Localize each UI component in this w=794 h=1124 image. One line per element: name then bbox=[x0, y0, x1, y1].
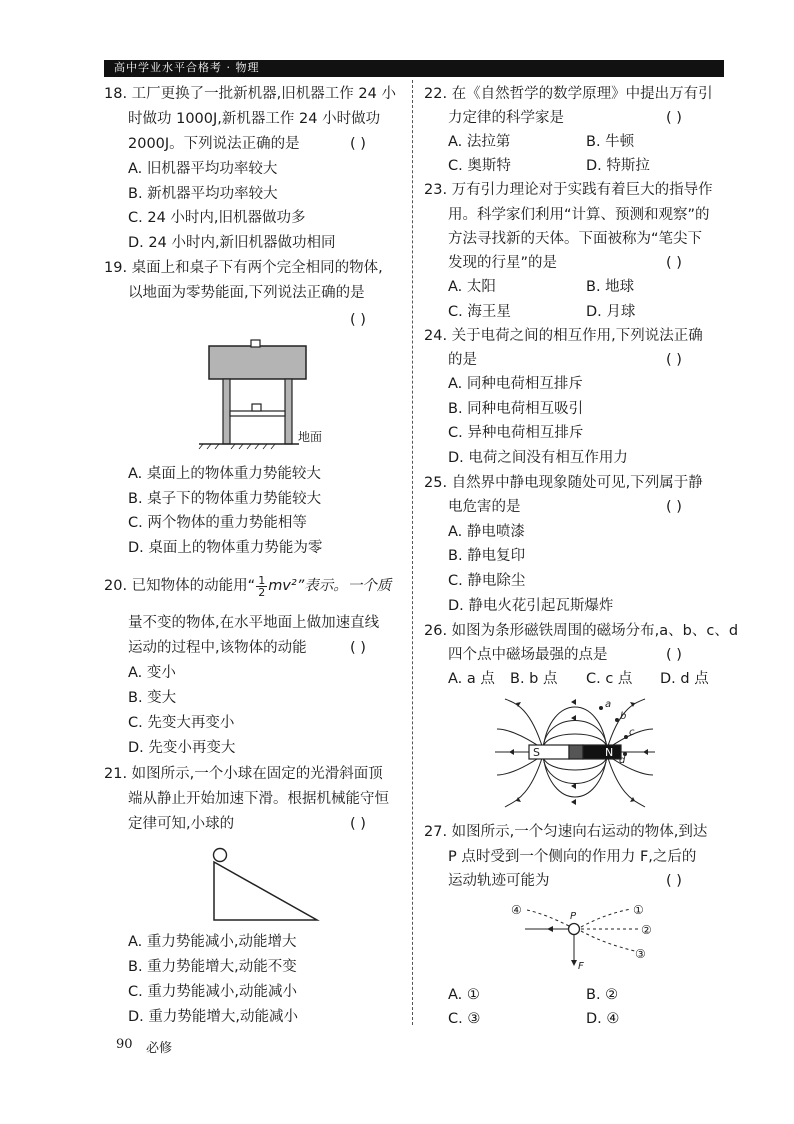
q22-line-1: 22. 在《自然哲学的数学原理》中提出万有引 bbox=[424, 86, 713, 102]
q20-option-d: D. 先变小再变大 bbox=[128, 740, 236, 756]
q21-option-c: C. 重力势能减小,动能减小 bbox=[128, 984, 297, 1000]
q25-option-d: D. 静电火花引起瓦斯爆炸 bbox=[448, 598, 614, 614]
q27-label-2: ② bbox=[641, 923, 652, 937]
q19-option-a: A. 桌面上的物体重力势能较大 bbox=[128, 466, 321, 482]
q24-line-2: 的是 bbox=[448, 352, 477, 368]
q23-option-c: C. 海王星 bbox=[448, 304, 511, 320]
q18-option-d: D. 24 小时内,新旧机器做功相同 bbox=[128, 235, 336, 251]
q19-option-d: D. 桌面上的物体重力势能为零 bbox=[128, 540, 323, 556]
q25-option-a: A. 静电喷漆 bbox=[448, 524, 525, 540]
q18-option-b: B. 新机器平均功率较大 bbox=[128, 186, 278, 202]
q19-line-1: 19. 桌面上和桌子下有两个完全相同的物体, bbox=[104, 260, 383, 276]
q23-answer-blank: ( ) bbox=[666, 255, 682, 271]
q21-option-a: A. 重力势能减小,动能增大 bbox=[128, 934, 297, 950]
q21-line-2: 端从静止开始加速下滑。根据机械能守恒 bbox=[128, 791, 389, 807]
q24-option-a: A. 同种电荷相互排斥 bbox=[448, 376, 583, 392]
footer-label: 必修 bbox=[146, 1041, 173, 1056]
q20-line-1-post: mv²”表示。一个质 bbox=[268, 578, 392, 594]
q26-label-s: S bbox=[533, 746, 540, 759]
q19-option-b: B. 桌子下的物体重力势能较大 bbox=[128, 491, 322, 507]
q20-fraction bbox=[256, 575, 267, 598]
q21-option-b: B. 重力势能增大,动能不变 bbox=[128, 959, 297, 975]
column-divider bbox=[412, 80, 413, 1025]
q22-option-d: D. 特斯拉 bbox=[586, 158, 650, 174]
q25-line-1: 25. 自然界中静电现象随处可见,下列属于静 bbox=[424, 475, 703, 491]
q26-option-d: D. d 点 bbox=[660, 671, 709, 687]
header-title: 高中学业水平合格考 · 物理 bbox=[114, 61, 260, 74]
q26-answer-blank: ( ) bbox=[666, 647, 682, 663]
q21-incline-figure bbox=[205, 844, 325, 926]
q20-line-1 bbox=[104, 574, 391, 599]
q19-answer-blank: ( ) bbox=[350, 312, 366, 328]
q20-fraction-numerator: 1 bbox=[258, 573, 266, 587]
q27-line-2: P 点时受到一个侧向的作用力 F,之后的 bbox=[448, 849, 697, 865]
q19-line-2: 以地面为零势能面,下列说法正确的是 bbox=[128, 285, 365, 301]
q24-option-b: B. 同种电荷相互吸引 bbox=[448, 401, 584, 417]
q25-answer-blank: ( ) bbox=[666, 499, 682, 515]
q21-answer-blank: ( ) bbox=[350, 816, 366, 832]
q27-answer-blank: ( ) bbox=[666, 873, 682, 889]
q20-line-2: 量不变的物体,在水平地面上做加速直线 bbox=[128, 615, 380, 631]
q25-option-c: C. 静电除尘 bbox=[448, 573, 526, 589]
q20-answer-blank: ( ) bbox=[350, 640, 366, 656]
q27-label-p: P bbox=[570, 911, 577, 922]
q23-line-3: 方法寻找新的天体。下面被称为“笔尖下 bbox=[448, 231, 703, 247]
q18-line-2: 时做功 1000J,新机器工作 24 小时做功 bbox=[128, 111, 381, 127]
q22-option-a: A. 法拉第 bbox=[448, 134, 511, 150]
q23-line-4: 发现的行星”的是 bbox=[448, 255, 558, 271]
q23-option-a: A. 太阳 bbox=[448, 279, 496, 295]
q27-label-4: ④ bbox=[511, 903, 522, 917]
q26-option-a: A. a 点 bbox=[448, 671, 495, 687]
q19-option-c: C. 两个物体的重力势能相等 bbox=[128, 515, 307, 531]
q26-label-b: b bbox=[620, 711, 627, 722]
q24-option-c: C. 异种电荷相互排斥 bbox=[448, 425, 584, 441]
q26-label-d: d bbox=[619, 755, 626, 766]
header-band bbox=[104, 60, 724, 77]
q21-line-3: 定律可知,小球的 bbox=[128, 816, 235, 832]
q18-option-c: C. 24 小时内,旧机器做功多 bbox=[128, 210, 306, 226]
q20-option-c: C. 先变大再变小 bbox=[128, 715, 235, 731]
q23-option-b: B. 地球 bbox=[586, 279, 635, 295]
q24-option-d: D. 电荷之间没有相互作用力 bbox=[448, 450, 628, 466]
q23-line-1: 23. 万有引力理论对于实践有着巨大的指导作 bbox=[424, 182, 713, 198]
q27-option-c: C. ③ bbox=[448, 1011, 481, 1027]
q27-label-1: ① bbox=[633, 903, 644, 917]
q26-label-a: a bbox=[605, 699, 612, 710]
q18-line-3: 2000J。下列说法正确的是 bbox=[128, 136, 300, 152]
q27-line-1: 27. 如图所示,一个匀速向右运动的物体,到达 bbox=[424, 824, 708, 840]
q24-answer-blank: ( ) bbox=[666, 352, 682, 368]
q25-option-b: B. 静电复印 bbox=[448, 548, 526, 564]
q21-line-1: 21. 如图所示,一个小球在固定的光滑斜面顶 bbox=[104, 766, 383, 782]
q22-option-c: C. 奥斯特 bbox=[448, 158, 511, 174]
q25-line-2: 电危害的是 bbox=[448, 499, 521, 515]
q22-line-2: 力定律的科学家是 bbox=[448, 110, 564, 126]
q27-line-3: 运动轨迹可能为 bbox=[448, 873, 550, 889]
q20-fraction-denominator: 2 bbox=[258, 585, 266, 599]
q20-option-b: B. 变大 bbox=[128, 690, 177, 706]
q27-trajectory-figure bbox=[505, 896, 665, 976]
q21-option-d: D. 重力势能增大,动能减小 bbox=[128, 1009, 298, 1025]
q18-answer-blank: ( ) bbox=[350, 136, 366, 152]
q23-line-2: 用。科学家们利用“计算、预测和观察”的 bbox=[448, 207, 710, 223]
page-number: 90 bbox=[116, 1037, 133, 1052]
q27-label-f: F bbox=[578, 961, 584, 972]
q18-line-1: 18. 工厂更换了一批新机器,旧机器工作 24 小 bbox=[104, 86, 396, 102]
q27-label-3: ③ bbox=[635, 947, 646, 961]
q27-option-b: B. ② bbox=[586, 987, 619, 1003]
q22-answer-blank: ( ) bbox=[666, 110, 682, 126]
q20-option-a: A. 变小 bbox=[128, 665, 176, 681]
q20-line-3: 运动的过程中,该物体的动能 bbox=[128, 640, 307, 656]
q27-option-a: A. ① bbox=[448, 987, 480, 1003]
q26-line-1: 26. 如图为条形磁铁周围的磁场分布,a、b、c、d bbox=[424, 623, 739, 639]
q22-option-b: B. 牛顿 bbox=[586, 134, 635, 150]
q20-line-1-pre: 20. 已知物体的动能用“ bbox=[104, 578, 256, 594]
q27-option-d: D. ④ bbox=[586, 1011, 620, 1027]
q26-line-2: 四个点中磁场最强的点是 bbox=[448, 647, 608, 663]
q26-option-b: B. b 点 bbox=[510, 671, 558, 687]
q23-option-d: D. 月球 bbox=[586, 304, 636, 320]
q24-line-1: 24. 关于电荷之间的相互作用,下列说法正确 bbox=[424, 328, 703, 344]
q26-label-n: N bbox=[605, 746, 614, 759]
q26-label-c: c bbox=[629, 727, 635, 738]
q26-option-c: C. c 点 bbox=[586, 671, 633, 687]
q19-ground-label: 地面 bbox=[298, 430, 323, 444]
q18-option-a: A. 旧机器平均功率较大 bbox=[128, 161, 278, 177]
q26-magnet-field-figure bbox=[495, 697, 655, 809]
